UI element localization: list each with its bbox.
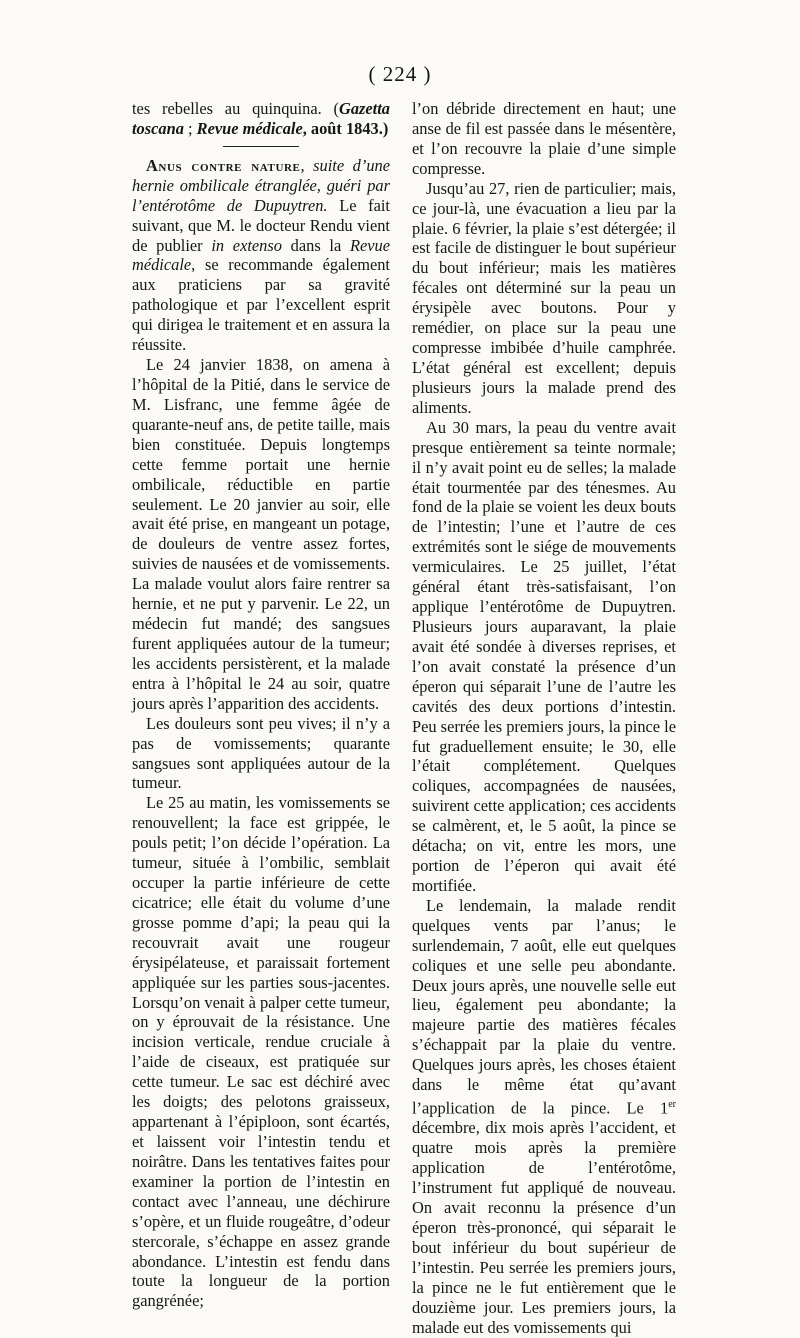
left-column: [132, 99, 390, 1311]
paragraph-operation: Le 25 au matin, les vomissements se renouvellent; la face est grippée, le pouls petit; l’on décide l’opération. La tumeur, située à l’ombilic, semblait occuper la partie inférieure de cette cicatrice; elle était du volume d’une grosse pomme d’api; la peau qui la recouvrait avait une rougeur érysipélateuse, et paraissait fortement appliquée sur les parties sous-jacentes. Lorsqu’on venait à palper cette tumeur, on y éprouvait de la résistance. Une incision verticale, rendue cruciale à l’aide de ciseaux, est pratiquée sur cette tumeur. Le sac est déchiré avec les doigts; des pelotons graisseux, appartenant à l’épiploon, sont écartés, et laissent voir l’intestin tendu et noirâtre. Dans les tentatives faites pour examiner la portion de l’intestin en contact avec l’anneau, une déchirure s’opère, et un fluide rougeâtre, d’odeur stercorale, s’échappe en assez grande abondance. L’intestin est fendu dans toute la longueur de la portion gangrénée;: [132, 793, 390, 1311]
article-subtitle: , suite d’une hernie ombilicale étranglée, guéri par l’entérotôme de Dupuytren.: [132, 155, 390, 215]
intro-text-c: dans la: [281, 235, 350, 255]
right-column: [412, 99, 676, 1338]
paragraph-continuation: l’on débride directement en haut; une anse de fil est passée dans le mésentère, et l’on recouvre la plaie d’une simple compresse.: [412, 99, 676, 178]
reference-date: , août 1843.): [302, 118, 389, 138]
intro-text-a: Le fait suivant, que M. le docteur Rendu vient de publier: [132, 195, 390, 255]
page-number: ( 224 ): [368, 62, 432, 86]
reference-journal-2: Revue médicale: [196, 118, 303, 138]
reference-line: [132, 99, 390, 139]
article-heading: Anus contre nature: [146, 155, 301, 175]
intro-italic-revue: Revue médicale: [132, 235, 390, 275]
intro-text-e: , se recommande également aux praticiens par sa gravité pathologique et par l’excellent esprit qui dirigea le traitement et en assura la réussite.: [132, 255, 390, 355]
paragraph-aftermath: [412, 896, 676, 1338]
paragraph-march: Au 30 mars, la peau du ventre avait presque entièrement sa teinte normale; il n’y avait point eu de selles; la malade était tourmentée par des ténesmes. Au fond de la plaie se voient les deux bouts de l’intestin; l’une et l’autre de ces extrémités sont le siége de mouvements vermiculaires. Le 25 juillet, l’état général étant très-satisfaisant, l’on applique l’entérotôme de Dupuytren. Plusieurs jours auparavant, la plaie avait été sondée à diverses reprises, et l’on avait constaté la présence d’un éperon qui séparait l’une de l’autre les cavités des deux portions d’intestin. Peu serrée les premiers jours, la pince le fut graduellement ensuite; le 30, elle l’était complétement. Quelques coliques, accompagnées de nausées, suivirent cette application; ces accidents se calmèrent, et, le 5 août, la pince se détacha; on vit, entre les mors, une portion de l’éperon qui avait été mortifiée.: [412, 417, 676, 895]
article-intro-paragraph: [132, 156, 390, 355]
paragraph-case-history: Le 24 janvier 1838, on amena à l’hôpital de la Pitié, dans le service de M. Lisfranc, une femme âgée de quarante-neuf ans, de petite taille, mais bien constituée. Depuis longtemps cette femme portait une hernie ombilicale, réductible en partie seulement. Le 20 janvier au soir, elle avait été prise, en mangeant un potage, de douleurs de ventre assez fortes, suivies de nausées et de vomissements. La malade voulut alors faire rentrer sa hernie, et ne put y parvenir. Le 22, un médecin fut mandé; des sangsues furent appliquées autour de la tumeur; les accidents persistèrent, et la malade entra à l’hôpital le 24 au soir, quatre jours après l’apparition des accidents.: [132, 355, 390, 713]
reference-journal-1: Gazetta toscana: [132, 99, 390, 138]
section-divider: [223, 146, 299, 147]
intro-italic-in-extenso: in extenso: [211, 235, 282, 255]
reference-prefix: tes rebelles au quinquina. (: [132, 99, 339, 118]
paragraph-symptoms: Les douleurs sont peu vives; il n’y a pas de vomissements; quarante sangsues sont appliquées autour de la tumeur.: [132, 713, 390, 793]
paragraph-february: Jusqu’au 27, rien de particulier; mais, ce jour-là, une évacuation a lieu par la plaie. 6 février, la plaie s’est détergée; il est facile de distinguer le bout supérieur du bout inférieur; mais les matières fécales ont déterminé sur la peau un érysipèle avec boutons. Pour y remédier, on place sur la peau une compresse imbibée d’huile camphrée. L’état général est excellent; depuis plusieurs jours la malade prend des aliments.: [412, 178, 676, 417]
reference-separator: ;: [183, 118, 197, 138]
aftermath-text-a: Le lendemain, la malade rendit quelques vents par l’anus; le surlendemain, 7 août, elle eut quelques coliques et une selle peu abondante. Deux jours après, une nouvelle selle eut lieu, également peu abondante; la majeure partie des matières fécales s’échappait par la plaie du ventre. Quelques jours après, les choses étaient dans le même état qu’avant l’application de la pince. Le 1: [412, 895, 676, 1118]
superscript-er: er: [668, 1099, 676, 1111]
aftermath-text-b: décembre, dix mois après l’accident, et quatre mois après la première application de l’entérotôme, l’instrument fut appliqué de nouveau. On avait reconnu la présence d’un éperon très-prononcé, qui séparait le bout inférieur du bout supérieur de l’intestin. Peu serrée les premiers jours, la pince ne le fut entièrement que le douzième jour. Les premiers jours, la malade eut des vomissements qui: [412, 1118, 676, 1337]
